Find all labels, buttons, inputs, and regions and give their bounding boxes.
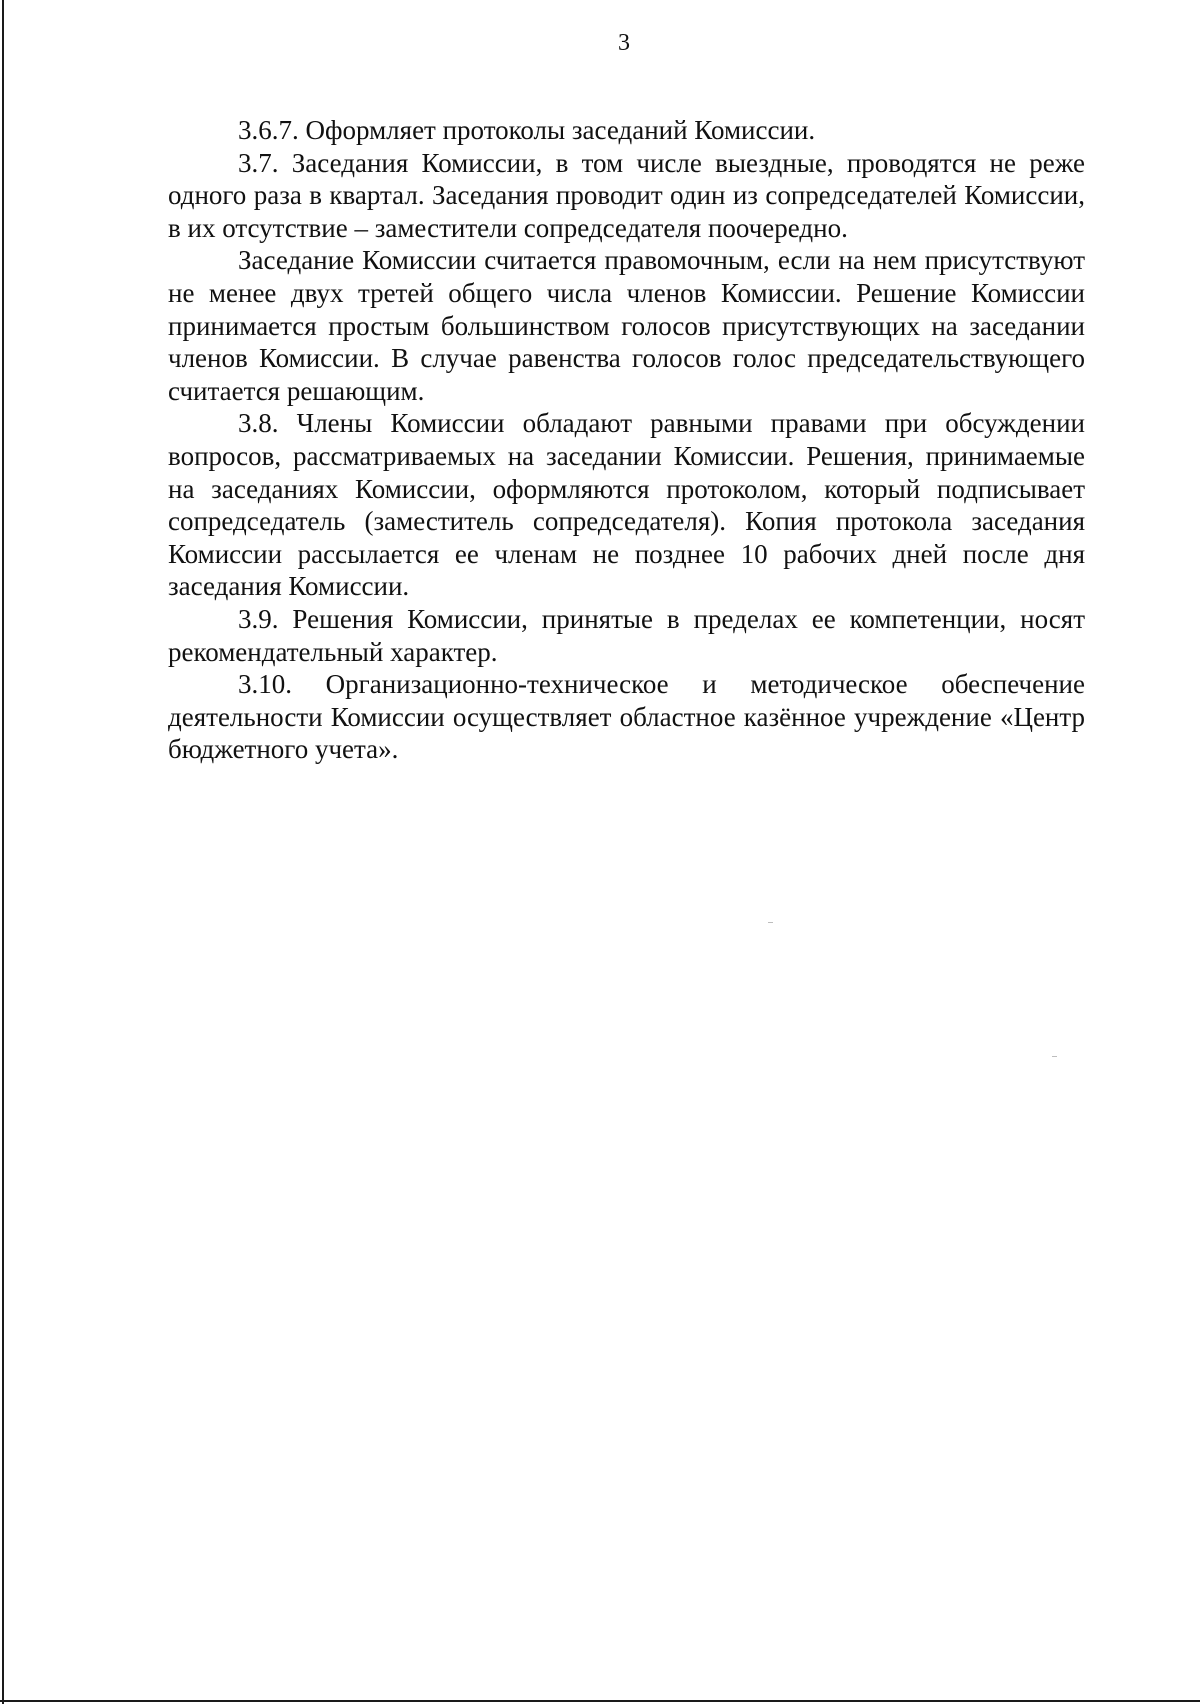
- paragraph-quorum: Заседание Комиссии считается правомочным, если на нем присутствуют не менее двух третей общего числа членов Комиссии. Решение Комиссии принимается простым большинством голосов присутствующих на заседании членов Комиссии. В случае равенства голосов голос председательствующего считается решающим.: [168, 245, 1085, 406]
- scan-speck: [768, 922, 773, 923]
- paragraph-3-8: 3.8. Члены Комиссии обладают равными правами при обсуждении вопросов, рассматриваемых на заседании Комиссии. Решения, принимаемые на заседаниях Комиссии, оформляются протоколом, который подписывает сопредседатель (заместитель сопредседателя). Копия протокола заседания Комиссии рассылается ее членам не позднее 10 рабочих дней после дня заседания Комиссии.: [168, 408, 1085, 602]
- paragraph-3-10: 3.10. Организационно-техническое и методическое обеспечение деятельности Комиссии осуществляет областное казённое учреждение «Центр бюджетного учета».: [168, 669, 1085, 765]
- scan-speck: [1052, 1056, 1057, 1057]
- page-number: 3: [618, 30, 630, 56]
- scan-edge-left: [2, 0, 4, 1704]
- paragraph-3-7: 3.7. Заседания Комиссии, в том числе выездные, проводятся не реже одного раза в квартал. Заседания проводит один из сопредседателей Комиссии, в их отсутствие – заместители сопредседателя поочередно.: [168, 147, 1085, 243]
- paragraph-3-6-7: 3.6.7. Оформляет протоколы заседаний Комиссии.: [238, 115, 816, 145]
- document-body: [168, 114, 1085, 766]
- paragraph-3-9: 3.9. Решения Комиссии, принятые в пределах ее компетенции, носят рекомендательный характер.: [168, 603, 1085, 667]
- scan-edge-bottom: [0, 1700, 1200, 1702]
